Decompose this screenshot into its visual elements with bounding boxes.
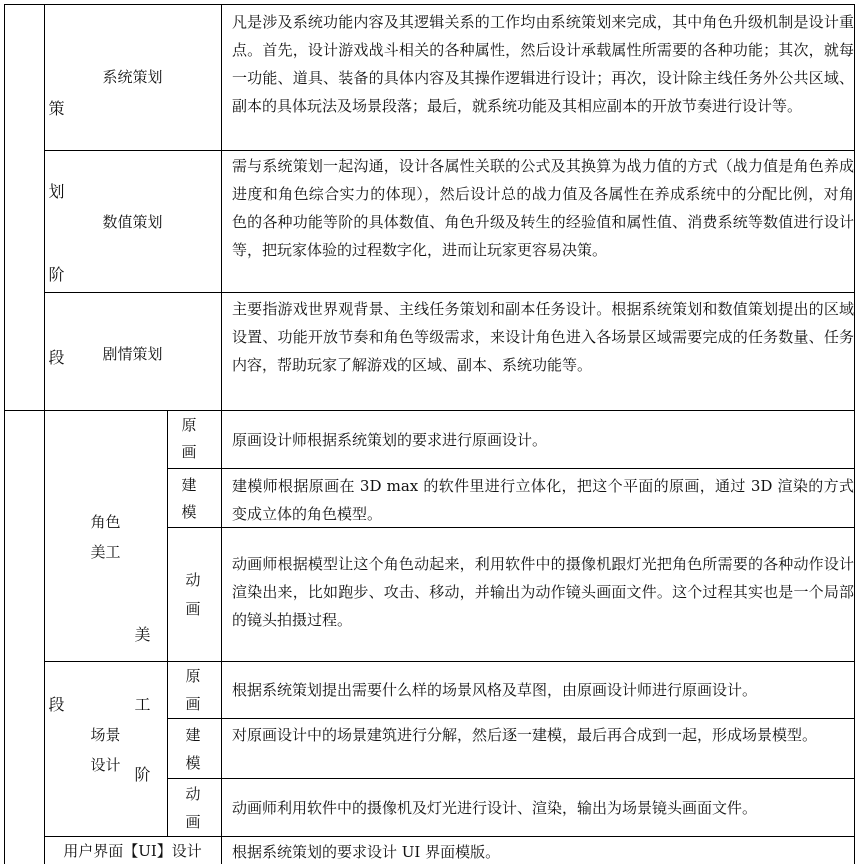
- desc-ui-design: 根据系统策划的要求设计 UI 界面模版。: [232, 843, 501, 861]
- desc-modeling: 建模师根据原画在 3D max 的软件里进行立体化，把这个平面的原画，通过 3D 渲染的方式变成立体的角色模型。: [232, 477, 854, 523]
- group-line: 设计: [90, 756, 121, 774]
- role-system-design: 系统策划: [102, 68, 163, 86]
- rule: [167, 778, 855, 779]
- rule: [167, 468, 855, 469]
- rule: [4, 4, 5, 864]
- task-modeling: 建模: [181, 476, 197, 521]
- group-line: 美工: [90, 543, 121, 561]
- desc-scene-animation: 动画师利用软件中的摄像机及灯光进行设计、渲染，输出为场景镜头画面文件。: [232, 799, 758, 817]
- rule: [44, 292, 855, 293]
- group-character-art: [44, 507, 167, 567]
- task-scene-modeling: 建模: [185, 726, 201, 772]
- group-scene-design: [44, 720, 167, 780]
- desc-story-design: 主要指游戏世界观背景、主线任务策划和副本任务设计。根据系统策划和数值策划提出的区域设置、功能开放节奏和角色等级需求，来设计角色进入各场景区域需要完成的任务数量、任务内容，帮助玩家了解游戏的区域、副本、系统功能等。: [232, 300, 854, 374]
- rule: [167, 718, 855, 719]
- group-line: 角色: [90, 513, 121, 531]
- rule: [4, 410, 855, 411]
- rule: [4, 4, 855, 5]
- rule: [44, 150, 855, 151]
- planning-phase-label: 策划阶段: [46, 100, 65, 432]
- rule: [854, 4, 855, 864]
- desc-scene-concept-art: 根据系统策划提出需要什么样的场景风格及草图，由原画设计师进行原画设计。: [232, 681, 758, 699]
- desc-concept-art: 原画设计师根据系统策划的要求进行原画设计。: [232, 431, 548, 449]
- task-scene-concept-art: 原画: [185, 667, 201, 713]
- desc-scene-modeling: 对原画设计中的场景建筑进行分解，然后逐一建模，最后再合成到一起，形成场景模型。: [232, 726, 818, 744]
- task-animation: 动画: [185, 571, 201, 618]
- task-scene-animation: 动画: [185, 785, 201, 831]
- role-numeric-design: 数值策划: [102, 213, 163, 231]
- art-phase-label: 美工阶段: [46, 626, 151, 836]
- desc-animation: 动画师根据模型让这个角色动起来，利用软件中的摄像机跟灯光把角色所需要的各种动作设计渲染出来，比如跑步、攻击、移动，并输出为动作镜头画面文件。这个过程其实也是一个局部的镜头拍摄过程。: [232, 555, 854, 629]
- task-concept-art: 原画: [181, 416, 197, 461]
- desc-system-design: 凡是涉及系统功能内容及其逻辑关系的工作均由系统策划来完成，其中角色升级机制是设计重点。首先，设计游戏战斗相关的各种属性，然后设计承载属性所需要的各种功能；其次，就每一功能、道具、装备的具体内容及其操作逻辑进行设计；再次，设计除主线任务外公共区域、副本的具体玩法及场景段落；最后，就系统功能及其相应副本的开放节奏进行设计等。: [232, 13, 854, 115]
- role-ui-design: 用户界面【UI】设计: [63, 842, 202, 860]
- role-story-design: 剧情策划: [102, 345, 163, 363]
- desc-numeric-design: 需与系统策划一起沟通，设计各属性关联的公式及其换算为战力值的方式（战力值是角色养成进度和角色综合实力的体现），然后设计总的战力值及各属性在养成系统中的分配比例，对角色的各种功能等阶的具体数值、角色升级及转生的经验值和属性值、消费系统等数值进行设计等，把玩家体验的过程数字化，进而让玩家更容易决策。: [232, 157, 854, 259]
- rule: [221, 4, 222, 864]
- group-line: 场景: [90, 726, 121, 744]
